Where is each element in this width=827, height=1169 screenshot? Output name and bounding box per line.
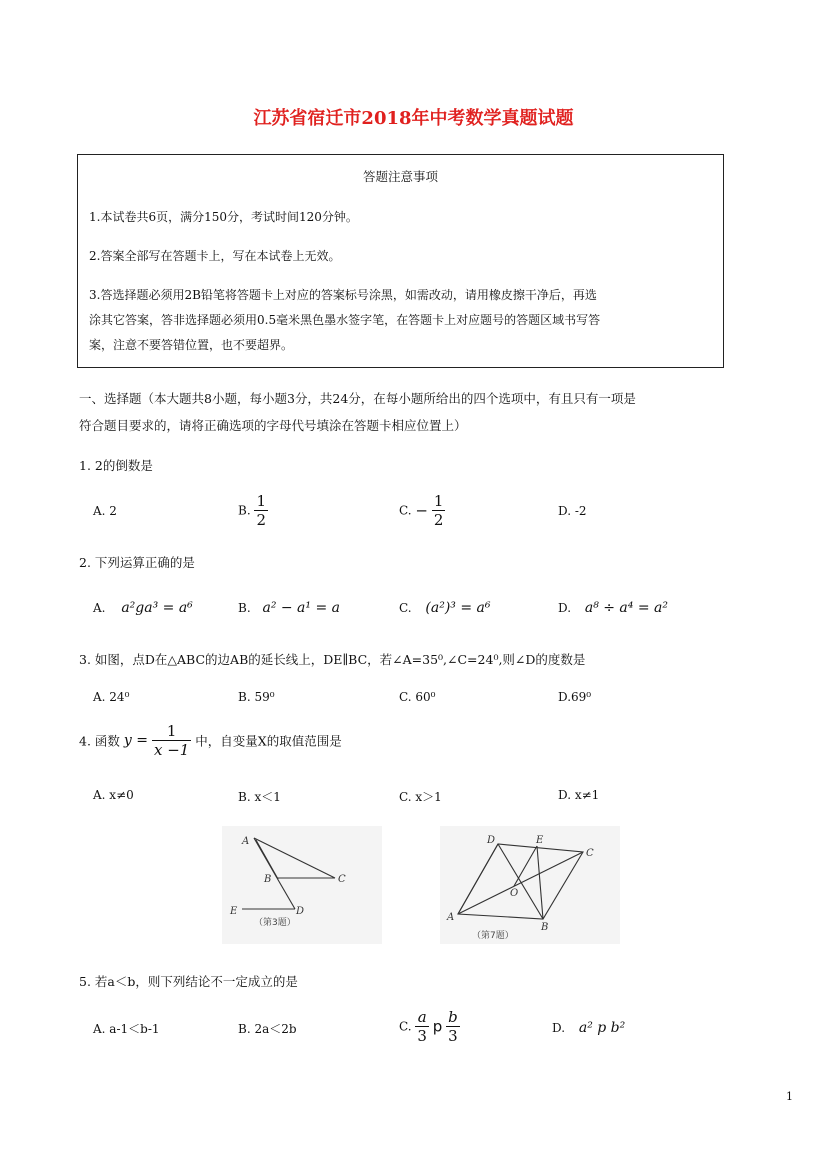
fraction-numerator: 1 xyxy=(256,492,267,510)
fraction-numerator: a xyxy=(415,1008,429,1027)
notice-box xyxy=(77,154,724,368)
option-d-label: D. xyxy=(552,1021,566,1035)
notice-item-3-line-1: 3.答选择题必须用2B铅笔将答题卡上对应的答案标号涂黑，如需改动，请用橡皮擦干净后，再选 xyxy=(89,288,597,302)
option-c-label: C. xyxy=(399,601,412,615)
triangle-diagram xyxy=(222,826,382,944)
question-1-option-a: A. 2 xyxy=(93,504,117,518)
notice-item-3-line-3: 案，注意不要答错位置，也不要超界。 xyxy=(89,338,294,352)
question-4-option-b: B. x＜1 xyxy=(238,790,281,804)
question-1-option-d: D. -2 xyxy=(558,504,587,518)
stem-suffix: 中，自变量X的取值范围是 xyxy=(195,733,342,749)
notice-item-3-line-2: 涂其它答案，答非选择题必须用0.5毫米黑色墨水签字笔，在答题卡上对应题号的答题区域书写答 xyxy=(89,313,601,327)
option-a-label: A. xyxy=(93,601,106,615)
fraction-one-half xyxy=(432,492,446,529)
page-number: 1 xyxy=(786,1090,793,1103)
parallelogram-diagram xyxy=(440,826,620,944)
notice-item-2: 2.答案全部写在答题卡上，写在本试卷上无效。 xyxy=(89,249,341,263)
question-1-option-b xyxy=(238,492,268,529)
fraction-denominator: 2 xyxy=(256,511,267,529)
question-3-option-c: C. 60⁰ xyxy=(399,690,436,704)
fraction-b-over-3 xyxy=(446,1008,460,1045)
question-1-option-c xyxy=(399,492,445,529)
figure-question-7 xyxy=(440,826,620,944)
question-5-stem: 5. 若a＜b，则下列结论不一定成立的是 xyxy=(79,974,298,989)
question-3-option-d: D.69⁰ xyxy=(558,690,592,704)
question-5-option-a: A. a-1＜b-1 xyxy=(93,1022,160,1036)
section-heading-line-2: 符合题目要求的，请将正确选项的字母代号填涂在答题卡相应位置上） xyxy=(79,418,467,433)
fraction-denominator: 2 xyxy=(433,511,444,529)
point-c-label: C xyxy=(586,848,594,859)
option-b-expression: a² − a¹ = a xyxy=(262,600,340,616)
question-1-stem: 1. 2的倒数是 xyxy=(79,458,153,473)
point-b-label: B xyxy=(264,874,272,885)
comparison-symbol: p xyxy=(432,1017,443,1036)
option-d-expression: a² p b² xyxy=(578,1020,626,1036)
question-5-option-b: B. 2a＜2b xyxy=(238,1022,297,1036)
question-4-option-c: C. x＞1 xyxy=(399,790,442,804)
question-4-stem xyxy=(79,722,342,759)
option-d-label: D. xyxy=(558,601,572,615)
option-a-expression: a²ga³ = a⁶ xyxy=(121,600,193,616)
fraction-numerator: b xyxy=(448,1008,458,1026)
point-c-label: C xyxy=(338,874,346,885)
stem-function-y: y = xyxy=(123,732,148,749)
point-o-label: O xyxy=(510,888,519,899)
stem-fraction xyxy=(152,722,191,759)
fraction-numerator: 1 xyxy=(433,492,444,510)
figure-question-3 xyxy=(222,826,382,944)
document-title: 江苏省宿迁市2018年中考数学真题试题 xyxy=(253,108,574,129)
question-2-option-d xyxy=(558,600,668,616)
figure-caption: （第7题） xyxy=(472,931,514,941)
question-5-option-c xyxy=(399,1008,460,1045)
point-e-label: E xyxy=(230,906,238,917)
option-b-label: B. xyxy=(238,503,251,518)
section-heading-line-1: 一、选择题（本大题共8小题，每小题3分，共24分，在每小题所给出的四个选项中，有且只有一项是 xyxy=(79,391,636,406)
option-d-expression: a⁸ ÷ a⁴ = a² xyxy=(584,600,668,616)
point-b-label: B xyxy=(541,922,549,933)
fraction-denominator: x −1 xyxy=(153,741,190,759)
question-5-option-d xyxy=(552,1020,625,1036)
question-4-option-d: D. x≠1 xyxy=(558,788,600,802)
point-e-label: E xyxy=(536,835,544,846)
fraction-numerator: 1 xyxy=(152,722,191,741)
minus-sign: − xyxy=(415,501,428,520)
question-2-option-c xyxy=(399,600,491,616)
question-3-option-a: A. 24⁰ xyxy=(93,690,130,704)
option-c-label: C. xyxy=(399,503,412,518)
point-d-label: D xyxy=(296,906,305,917)
notice-heading: 答题注意事项 xyxy=(362,169,438,184)
point-d-label: D xyxy=(487,835,496,846)
fraction-a-over-3 xyxy=(415,1008,429,1045)
notice-item-1: 1.本试卷共6页，满分150分，考试时间120分钟。 xyxy=(89,210,358,224)
figure-caption: （第3题） xyxy=(254,918,296,928)
option-c-label: C. xyxy=(399,1019,412,1034)
stem-prefix: 4. 函数 xyxy=(79,733,120,749)
question-2-stem: 2. 下列运算正确的是 xyxy=(79,555,195,570)
fraction-one-half xyxy=(254,492,268,529)
question-3-stem: 3. 如图，点D在△ABC的边AB的延长线上，DE∥BC，若∠A=35⁰,∠C=24⁰,则∠D的度数是 xyxy=(79,652,586,667)
question-2-option-b xyxy=(238,600,340,616)
option-b-label: B. xyxy=(238,601,251,615)
point-a-label: A xyxy=(242,836,250,847)
question-4-option-a: A. x≠0 xyxy=(93,788,134,802)
question-3-option-b: B. 59⁰ xyxy=(238,690,275,704)
question-2-option-a xyxy=(93,600,193,616)
point-a-label: A xyxy=(447,912,455,923)
option-c-expression: (a²)³ = a⁶ xyxy=(425,600,491,616)
fraction-denominator: 3 xyxy=(417,1027,427,1045)
fraction-denominator: 3 xyxy=(448,1027,458,1045)
